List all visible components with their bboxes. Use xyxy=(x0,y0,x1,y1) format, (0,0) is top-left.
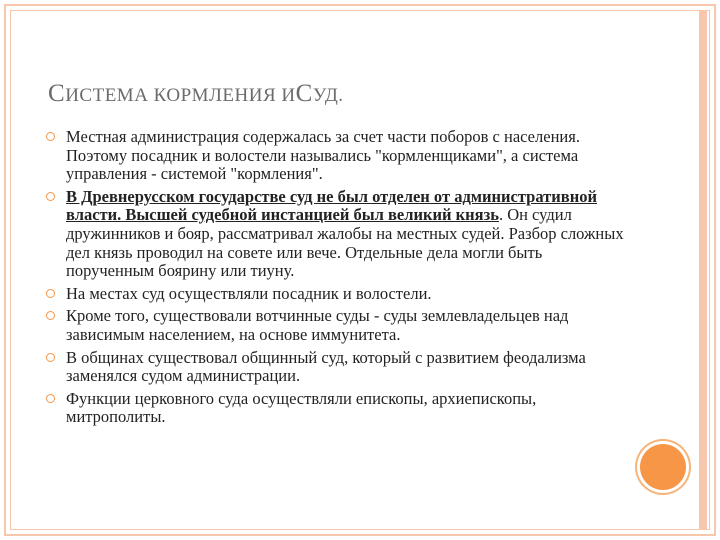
list-item-text: Местная администрация содержалась за счет части поборов с населения. Поэтому посадник и волостели назывались "кормленщиками", а система управления - системой "кормления". xyxy=(66,127,580,184)
list-item xyxy=(46,390,626,427)
accent-bar xyxy=(699,11,707,529)
title-cap-1: С xyxy=(48,80,66,107)
bullet-icon xyxy=(46,353,55,362)
title-rest-1: ИСТЕМА КОРМЛЕНИЯ И xyxy=(65,85,296,106)
bullet-icon xyxy=(46,132,55,141)
list-item xyxy=(46,349,626,386)
slide-title xyxy=(48,80,344,108)
list-item-text: На местах суд осуществляли посадник и волостели. xyxy=(66,283,432,303)
bullet-icon xyxy=(46,394,55,403)
list-item-text: В общинах существовал общинный суд, который с развитием феодализма заменялся судом администрации. xyxy=(66,347,586,386)
list-item-text: Кроме того, существовали вотчинные суды - суды землевладельцев над зависимым населением, на основе иммунитета. xyxy=(66,306,569,344)
bullet-list xyxy=(46,128,626,431)
list-item xyxy=(46,285,626,304)
list-item-emphasis: В Древнерусском государстве суд не был отделен от административной власти. Высшей судебной инстанцией был великий князь xyxy=(66,186,597,225)
list-item-text: . Он судил дружинников и бояр, рассматривал жалобы на местных судей. Разбор сложных дел князь проводил на совете или вече. Отдельные дела могли быть порученным боярину или тиуну. xyxy=(66,205,624,281)
list-item xyxy=(46,128,626,184)
bullet-icon xyxy=(46,311,55,320)
title-rest-2: УД. xyxy=(312,85,344,106)
list-item xyxy=(46,307,626,344)
list-item xyxy=(46,188,626,281)
list-item-text: Функции церковного суда осуществляли епископы, архиепископы, митрополиты. xyxy=(66,388,537,427)
bullet-icon xyxy=(46,289,55,298)
title-cap-2: С xyxy=(295,80,313,107)
decorative-circle xyxy=(640,444,686,490)
bullet-icon xyxy=(46,192,55,201)
